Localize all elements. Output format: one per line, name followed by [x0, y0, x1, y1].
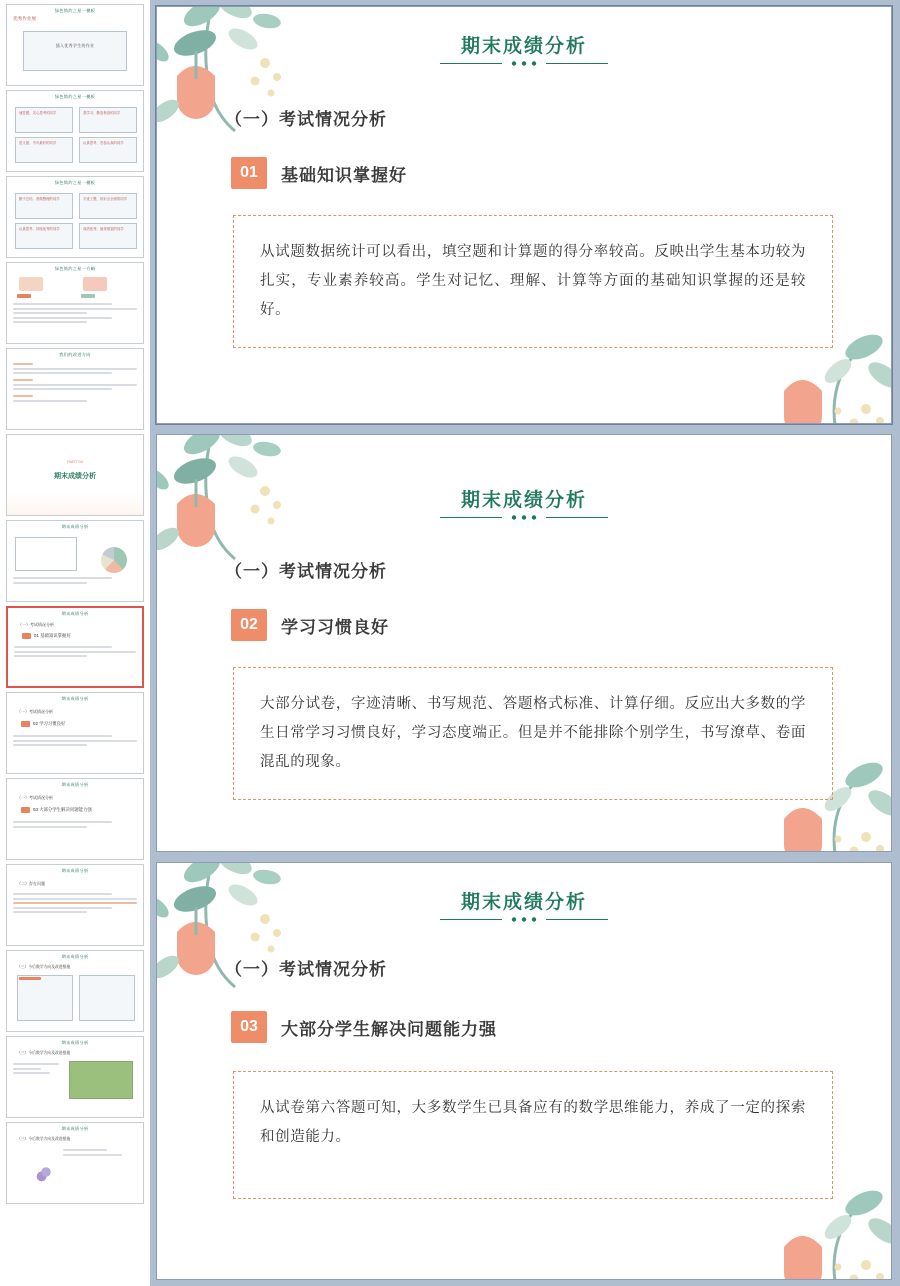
thumbnail-line	[13, 898, 137, 900]
thumbnail-line	[14, 651, 136, 653]
thumbnail-cell-label: 成绩优秀、值得借鉴的同学	[83, 227, 124, 231]
thumbnail-title: 绿色简约之星一模板	[54, 180, 96, 185]
slide-title: 期末成绩分析	[460, 36, 587, 57]
thumbnail-line	[13, 582, 87, 584]
thumbnail-title: 绿色简约之星一方略	[54, 266, 96, 271]
item-row	[231, 1011, 497, 1043]
thumbnail-section: （二）存在问题	[17, 881, 45, 886]
thumbnail-line	[13, 907, 112, 909]
thumbnail-part-label: PART 03	[67, 459, 83, 464]
thumbnail-line	[13, 893, 112, 895]
thumbnail-number-chip	[22, 633, 31, 639]
thumbnail-line	[63, 1149, 107, 1151]
thumbnail-cell-label: 速答题、灵心思考的同学	[19, 111, 57, 115]
thumbnail-line	[13, 821, 112, 823]
thumbnail-cell	[17, 975, 73, 1021]
thumbnail-line	[14, 646, 112, 648]
thumbnail-slide-1[interactable]	[6, 4, 144, 86]
thumbnail-cell	[79, 975, 135, 1021]
thumbnail-placeholder-box	[23, 31, 127, 71]
thumbnail-slide-10[interactable]	[6, 778, 144, 860]
thumbnail-title: 期末成绩分析	[54, 473, 96, 480]
thumbnail-title: 期末成绩分析	[61, 696, 89, 701]
thumbnail-chip	[17, 294, 31, 298]
thumbnail-line	[13, 1072, 50, 1074]
thumbnail-illustration	[19, 277, 43, 291]
thumbnail-line	[13, 826, 87, 828]
thumbnail-cell-label: 勤于总结、善做整理的同学	[19, 197, 60, 201]
thumbnail-title: 我们的改进方向	[59, 352, 91, 357]
slide-canvas-03[interactable]	[156, 862, 892, 1280]
item-row	[231, 609, 389, 641]
thumbnail-number-chip	[21, 721, 30, 727]
thumbnail-illustration	[83, 277, 107, 291]
thumbnail-slide-12[interactable]	[6, 950, 144, 1032]
thumbnail-title: 期末成绩分析	[61, 868, 89, 873]
thumbnail-line	[13, 902, 137, 904]
thumbnail-item-label: 03 大部分学生解决问题能力强	[33, 807, 92, 812]
thumbnail-slide-3[interactable]	[6, 176, 144, 258]
thumbnail-caption: 插入优秀学生的作业	[55, 43, 95, 48]
thumbnail-slide-2[interactable]	[6, 90, 144, 172]
thumbnail-slide-5[interactable]	[6, 348, 144, 430]
slide-canvas-02[interactable]	[156, 434, 892, 852]
thumbnail-line	[13, 368, 137, 370]
thumbnail-line	[13, 321, 87, 323]
item-label: 基础知识掌握好	[281, 165, 407, 185]
thumbnail-chip	[19, 977, 41, 980]
thumbnail-section: （一）考试情况分析	[17, 795, 53, 800]
item-number-badge: 02	[231, 609, 267, 641]
thumbnail-section: （一）考试情况分析	[17, 709, 53, 714]
thumbnail-chip	[81, 294, 95, 298]
slide-thumbnail-panel[interactable]	[0, 0, 150, 1286]
thumbnail-title: 期末成绩分析	[61, 954, 89, 959]
thumbnail-line	[13, 379, 33, 381]
thumbnail-cell-label: 认真思考、答卷认真的同学	[83, 141, 124, 145]
section-heading: （一）考试情况分析	[225, 110, 387, 129]
thumbnail-line	[13, 388, 112, 390]
thumbnail-line	[14, 655, 87, 657]
thumbnail-title: 期末成绩分析	[61, 524, 89, 529]
thumbnail-number-chip	[21, 807, 30, 813]
thumbnail-section: （三）今后数学方向及改进措施	[17, 1137, 71, 1141]
thumbnail-flower-illustration	[35, 1161, 57, 1183]
body-text: 从试卷第六答题可知，大多数学生已具备应有的数学思维能力，养成了一定的探索和创造能力。	[260, 1100, 806, 1145]
thumbnail-subtitle: 优秀作业展	[13, 16, 36, 21]
thumbnail-title: 绿色简约之星一模板	[54, 8, 96, 13]
slide-canvas-01[interactable]	[156, 6, 892, 424]
thumbnail-line	[13, 303, 112, 305]
thumbnail-line	[13, 911, 87, 913]
body-text-box[interactable]	[233, 215, 833, 348]
title-underline-ornament-icon	[440, 513, 608, 522]
item-number-badge: 01	[231, 157, 267, 189]
thumbnail-line	[13, 1068, 41, 1070]
thumbnail-line	[13, 400, 87, 402]
thumbnail-line	[13, 384, 137, 386]
thumbnail-cell-label: 语文团、书写最好的同学	[19, 141, 57, 145]
thumbnail-slide-7[interactable]	[6, 520, 144, 602]
thumbnail-section: （一）考试情况分析	[18, 622, 54, 627]
thumbnail-title: 期末成绩分析	[61, 1126, 89, 1131]
thumbnail-line	[13, 740, 137, 742]
thumbnail-slide-4[interactable]	[6, 262, 144, 344]
thumbnail-line	[13, 308, 137, 310]
thumbnail-slide-8[interactable]	[6, 606, 144, 688]
thumbnail-slide-9[interactable]	[6, 692, 144, 774]
thumbnail-line	[13, 744, 87, 746]
thumbnail-slide-6[interactable]	[6, 434, 144, 516]
item-label: 大部分学生解决问题能力强	[281, 1019, 497, 1039]
slide-stage	[150, 0, 900, 1286]
body-text: 大部分试卷，字迹清晰、书写规范、答题格式标准、计算仔细。反应出大多数的学生日常学习习惯良好，学习态度端正。但是并不能排除个别学生，书写潦草、卷面混乱的现象。	[260, 696, 806, 770]
body-text-box[interactable]	[233, 667, 833, 800]
slide-title: 期末成绩分析	[460, 892, 587, 913]
thumbnail-title: 期末成绩分析	[61, 611, 89, 616]
thumbnail-line	[13, 735, 112, 737]
slide-title: 期末成绩分析	[460, 490, 587, 511]
title-underline-ornament-icon	[440, 915, 608, 924]
thumbnail-slide-14[interactable]	[6, 1122, 144, 1204]
body-text-box[interactable]	[233, 1071, 833, 1199]
thumbnail-line	[63, 1154, 122, 1156]
title-underline-ornament-icon	[440, 59, 608, 68]
thumbnail-cell-label: 认真思考、持续优秀的同学	[19, 227, 60, 231]
thumbnail-pie-chart	[101, 547, 127, 573]
thumbnail-slide-11[interactable]	[6, 864, 144, 946]
thumbnail-image	[69, 1061, 133, 1099]
thumbnail-section: （三）今后数学方向及改进措施	[17, 1051, 71, 1055]
thumbnail-title: 期末成绩分析	[61, 1040, 89, 1045]
thumbnail-legend-box	[15, 537, 77, 571]
item-label: 学习习惯良好	[281, 617, 389, 637]
section-heading: （一）考试情况分析	[225, 960, 387, 979]
thumbnail-line	[13, 317, 112, 319]
thumbnail-section: （三）今后数学方向及改进措施	[17, 965, 71, 969]
thumbnail-cell-label: 善学习、勤复核查的同学	[83, 111, 121, 115]
thumbnail-line	[13, 1063, 59, 1065]
thumbnail-item-label: 02 学习习惯良好	[33, 721, 66, 726]
thumbnail-line	[13, 312, 87, 314]
thumbnail-line	[13, 363, 33, 365]
thumbnail-line	[13, 395, 33, 397]
thumbnail-line	[13, 372, 112, 374]
item-number-badge: 03	[231, 1011, 267, 1043]
thumbnail-cell-label: 字迹工整、知识点全面的同学	[83, 197, 128, 201]
section-heading: （一）考试情况分析	[225, 562, 387, 581]
thumbnail-title: 期末成绩分析	[61, 782, 89, 787]
thumbnail-title: 绿色简约之星一模板	[54, 94, 96, 99]
thumbnail-item-label: 01 基础知识掌握好	[34, 633, 71, 638]
floral-decoration-top-left-icon	[156, 434, 377, 619]
thumbnail-slide-13[interactable]	[6, 1036, 144, 1118]
body-text: 从试题数据统计可以看出，填空题和计算题的得分率较高。反映出学生基本功较为扎实，专业素养较高。学生对记忆、理解、计算等方面的基础知识掌握的还是较好。	[260, 244, 806, 318]
thumbnail-line	[13, 577, 112, 579]
item-row	[231, 157, 407, 189]
